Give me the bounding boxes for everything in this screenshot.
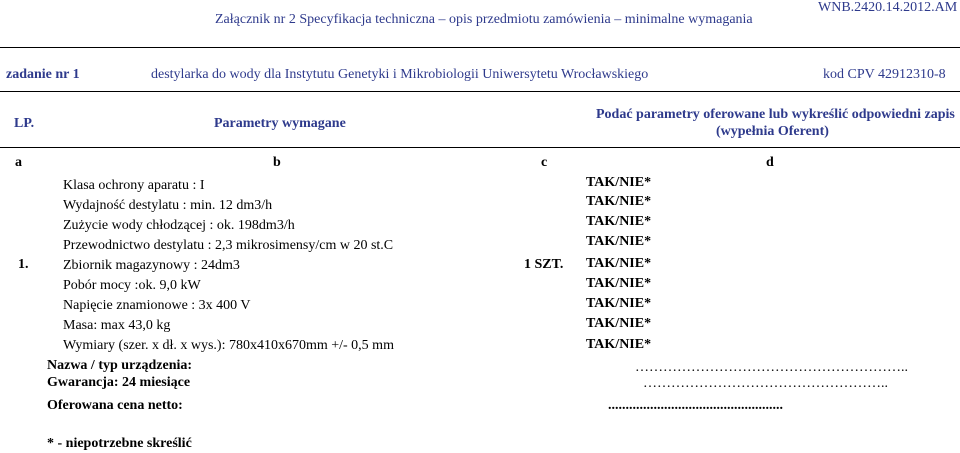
warranty-label: Gwarancja: 24 miesiące	[47, 375, 191, 390]
document-title: Załącznik nr 2 Specyfikacja techniczna – opis przedmiotu zamówienia – minimalne wymagania	[215, 12, 753, 27]
row-number: 1.	[18, 257, 29, 272]
spec-item: Zbiornik magazynowy : 24dm3	[63, 258, 240, 273]
column-header-offer-note: (wypełnia Oferent)	[716, 124, 829, 139]
spec-item: Przewodnictwo destylatu : 2,3 mikrosimensy/cm w 20 st.C	[63, 238, 394, 253]
spec-answer: TAK/NIE*	[586, 337, 652, 352]
column-letter-b: b	[273, 155, 281, 170]
column-letter-c: c	[541, 155, 548, 170]
column-header-offer: Podać parametry oferowane lub wykreślić odpowiedni zapis	[596, 107, 955, 122]
cpv-code: kod CPV 42912310-8	[823, 67, 946, 82]
spec-answer: TAK/NIE*	[586, 276, 652, 291]
spec-answer: TAK/NIE*	[586, 256, 652, 271]
task-label: zadanie nr 1	[6, 67, 80, 82]
quantity: 1 SZT.	[524, 257, 564, 272]
spec-answer: TAK/NIE*	[586, 194, 652, 209]
spec-answer: TAK/NIE*	[586, 296, 652, 311]
device-name-dots: …………………………………………………..	[635, 360, 908, 375]
document-reference: WNB.2420.14.2012.AM	[818, 0, 958, 15]
price-label: Oferowana cena netto:	[47, 398, 183, 413]
spec-answer: TAK/NIE*	[586, 234, 652, 249]
spec-answer: TAK/NIE*	[586, 214, 652, 229]
spec-item: Zużycie wody chłodzącej : ok. 198dm3/h	[63, 218, 295, 233]
spec-item: Masa: max 43,0 kg	[63, 318, 171, 333]
divider	[0, 91, 960, 92]
device-name-label: Nazwa / typ urządzenia:	[47, 358, 193, 373]
column-header-lp: LP.	[14, 116, 35, 131]
spec-item: Napięcie znamionowe : 3x 400 V	[63, 298, 251, 313]
divider	[0, 47, 960, 48]
task-description: destylarka do wody dla Instytutu Genetyki i Mikrobiologii Uniwersytetu Wrocławskiego	[151, 67, 649, 82]
spec-item: Wymiary (szer. x dł. x wys.): 780x410x670mm +/- 0,5 mm	[63, 338, 394, 353]
spec-item: Wydajność destylatu : min. 12 dm3/h	[63, 198, 273, 213]
spec-item: Klasa ochrony aparatu : I	[63, 178, 205, 193]
column-letter-a: a	[15, 155, 22, 170]
price-dots: ..................................................	[608, 398, 783, 413]
spec-item: Pobór mocy :ok. 9,0 kW	[63, 278, 201, 293]
column-header-params: Parametry wymagane	[214, 116, 346, 131]
spec-answer: TAK/NIE*	[586, 175, 652, 190]
spec-answer: TAK/NIE*	[586, 316, 652, 331]
divider	[0, 147, 960, 148]
column-letter-d: d	[766, 155, 774, 170]
footnote: * - niepotrzebne skreślić	[47, 436, 192, 451]
warranty-dots: ……………………………………………..	[643, 376, 888, 391]
